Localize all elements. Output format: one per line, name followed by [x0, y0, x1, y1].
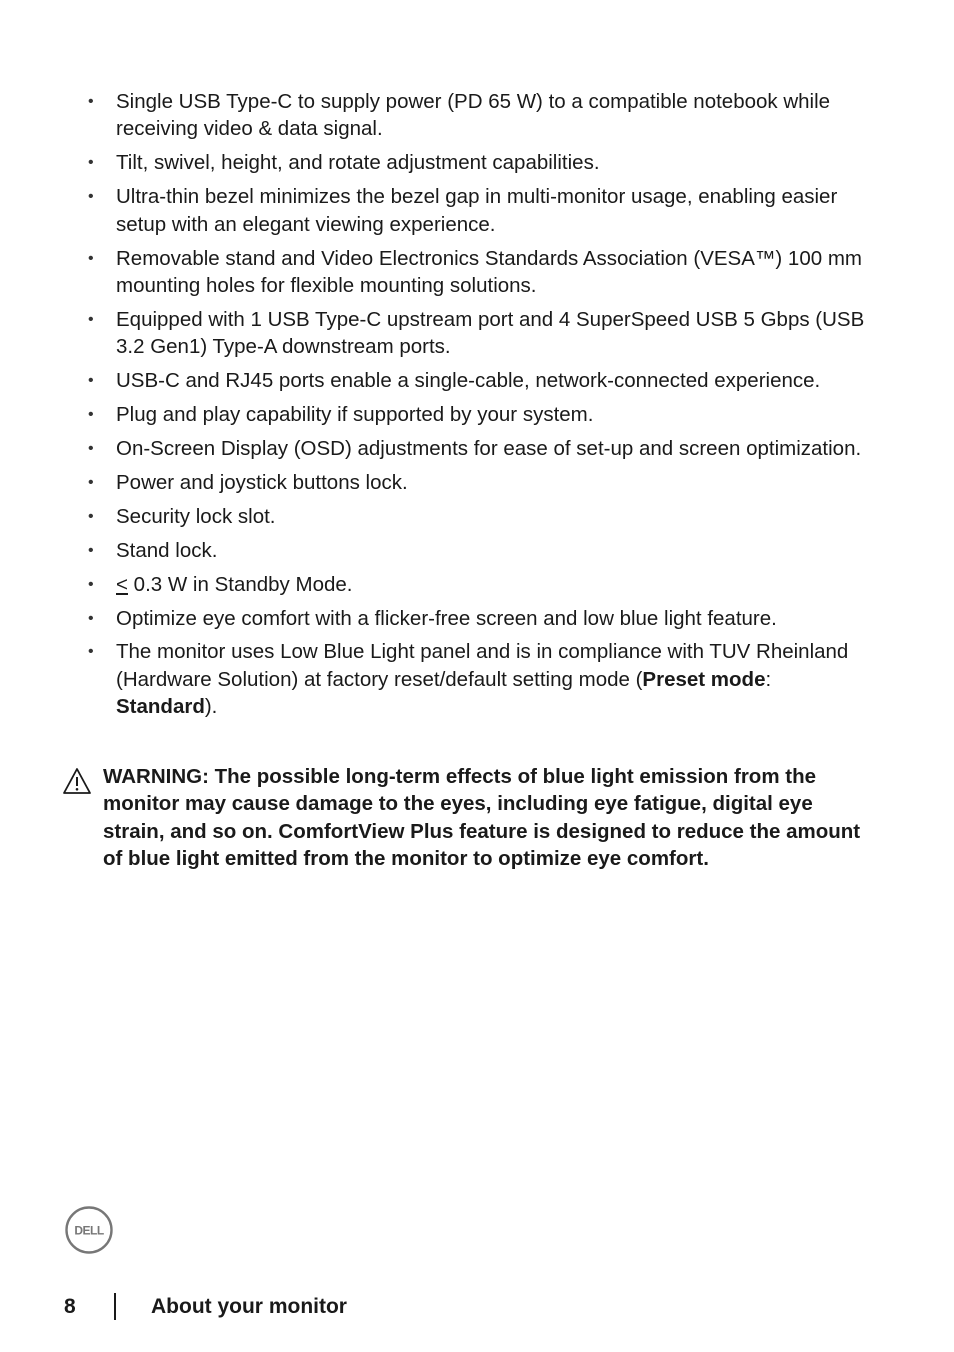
bullet-icon: •	[88, 507, 94, 525]
warning-note	[62, 763, 862, 873]
list-item: • Security lock slot.	[88, 503, 868, 530]
list-item: • On-Screen Display (OSD) adjustments for ease of set-up and screen optimization.	[88, 435, 868, 462]
standard-mode-label: Standard	[116, 695, 205, 719]
bullet-icon: •	[88, 188, 94, 206]
bullet-icon: •	[88, 575, 94, 593]
bullet-icon: •	[88, 310, 94, 328]
list-item: • The monitor uses Low Blue Light panel and is in compliance with TUV Rheinland (Hardware Solution) at factory reset/default setting mode (Preset mode: Standard).	[88, 640, 849, 719]
list-item: • Ultra-thin bezel minimizes the bezel gap in multi-monitor usage, enabling easier setup with an elegant viewing experience.	[88, 185, 838, 236]
list-item: • Stand lock.	[88, 537, 868, 564]
page-footer	[0, 1293, 954, 1323]
dell-logo-icon	[64, 1205, 114, 1255]
list-item: • Optimize eye comfort with a flicker-free screen and low blue light feature.	[88, 605, 868, 632]
list-item: • Equipped with 1 USB Type-C upstream port and 4 SuperSpeed USB 5 Gbps (USB 3.2 Gen1) Type-A downstream ports.	[88, 307, 865, 359]
feature-list	[88, 88, 868, 727]
bullet-icon: •	[88, 406, 94, 424]
bullet-icon: •	[88, 609, 94, 627]
bullet-icon: •	[88, 473, 94, 491]
list-item: • < 0.3 W in Standby Mode.	[88, 571, 868, 598]
preset-mode-label: Preset mode	[642, 667, 766, 691]
list-item: • Removable stand and Video Electronics Standards Association (VESA™) 100 mm mounting holes for flexible mounting solutions.	[88, 246, 862, 297]
bullet-icon: •	[88, 93, 94, 110]
list-item: • Single USB Type-C to supply power (PD 65 W) to a compatible notebook while receiving video & data signal.	[88, 90, 831, 141]
bullet-icon: •	[88, 439, 94, 457]
bullet-icon: •	[88, 154, 94, 172]
less-or-equal-symbol: <	[116, 572, 128, 596]
svg-text:DELL: DELL	[74, 1223, 104, 1238]
bullet-icon: •	[88, 643, 94, 661]
page-number: 8	[64, 1295, 76, 1318]
list-item: • USB-C and RJ45 ports enable a single-cable, network-connected experience.	[88, 367, 868, 394]
bullet-icon: •	[88, 249, 94, 267]
bullet-icon: •	[88, 372, 94, 390]
bullet-icon: •	[88, 541, 94, 559]
list-item: • Plug and play capability if supported by your system.	[88, 401, 868, 428]
list-item: • Tilt, swivel, height, and rotate adjustment capabilities.	[88, 149, 868, 176]
list-item: • Power and joystick buttons lock.	[88, 469, 868, 496]
footer-divider	[114, 1293, 116, 1320]
warning-text: WARNING: The possible long-term effects of blue light emission from the monitor may cause damage to the eyes, including eye fatigue, digital eye strain, and so on. ComfortView Plus feature is designed to reduce the amount of blue light emitted from the monitor to optimize eye comfort.	[103, 765, 861, 871]
warning-triangle-icon	[62, 767, 92, 795]
section-title: About your monitor	[151, 1295, 347, 1318]
